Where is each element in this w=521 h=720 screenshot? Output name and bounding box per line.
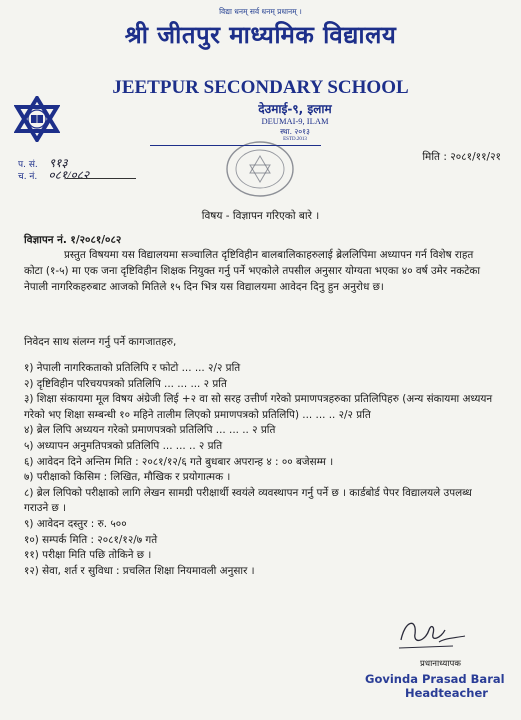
established-nepali: स्था. २०१३ (280, 127, 310, 136)
signatory-role: Headteacher (405, 686, 488, 700)
list-item: ५) अध्यापन अनुमतिपत्रको प्रतिलिपि ... ... .. २ प्रति (24, 439, 223, 452)
list-item: ४) ब्रेल लिपि अध्ययन गरेको प्रमाणपत्रको प्रतिलिपि ... ... .. २ प्रति (24, 424, 276, 437)
school-seal-icon (225, 140, 295, 202)
school-name-english: JEETPUR SECONDARY SCHOOL (112, 77, 409, 98)
list-item: ६) आवेदन दिने अन्तिम मिति : २०८१/१२/६ गते बुधबार अपरान्ह ४ : ०० बजेसम्म । (24, 455, 334, 468)
requirements-list (24, 361, 496, 579)
signatory-name: Govinda Prasad Baral (365, 672, 505, 686)
signatory-title: प्रधानाध्यापक (420, 659, 461, 669)
list-item: ११) परीक्षा मिति पछि तोकिने छ । (24, 549, 152, 562)
letterhead-divider (150, 145, 321, 146)
list-item: ९) आवेदन दस्तुर : रु. ५०० (24, 517, 127, 530)
school-emblem-icon (14, 96, 60, 146)
address-nepali: देउमाई-९, इलाम (258, 102, 332, 116)
list-item: ७) परीक्षाको किसिम : लिखित, मौखिक र प्रयोगात्मक । (24, 471, 231, 484)
documents-heading: निवेदन साथ संलग्न गर्नु पर्ने कागजातहरु, (24, 336, 177, 348)
school-motto: विद्या धनम् सर्व धनम् प्रधानम् । (219, 7, 302, 16)
list-item: ३) शिक्षा संकायमा मूल विषय अंग्रेजी लिई +२ वा सो सरह उत्तीर्ण गरेको प्रमाणपत्रहरुका प्रतिलिपिहरु (अन्य संकायमा अध्ययन गरेको भए शिक्षा सम्बन्धी १० महिने तालीम लिएको प्रमाणपत्रको प्रतिलिपि) ... ... .. २/२ प्रति (24, 393, 493, 421)
list-item: १२) सेवा, शर्त र सुविधा : प्रचलित शिक्षा नियमावली अनुसार । (24, 564, 255, 577)
reference-underline (66, 178, 136, 179)
cn-value: ०८१/०८२ (48, 168, 90, 182)
notice-number: विज्ञापन नं. १/२०८१/०८२ (24, 234, 122, 246)
school-name-nepali: श्री जीतपुर माध्यमिक विद्यालय (124, 21, 397, 49)
reference-cn (18, 164, 89, 183)
list-item: ८) ब्रेल लिपिको परीक्षाको लागि लेखन सामग्री परीक्षार्थी स्वयंले व्यवस्थापन गर्नु पर्ने छ । कार्डबोर्ड पेपर विद्यालयले उपलब्ध गराउने छ । (24, 486, 472, 515)
body-paragraph: प्रस्तुत विषयमा यस विद्यालयमा सञ्चालित दृष्टिविहीन बालबालिकाहरुलाई ब्रेललिपिमा अध्यापन गर्न विशेष राहत कोटा (१-५) मा एक जना दृष्टिविहीन शिक्षक नियुक्त गर्नु पर्ने भएकोले तपसील अनुसार योग्यता भएका ४० वर्ष उमेर नकटेका नेपाली नागरिकहरुबाट आजको मितिले १५ दिन भित्र यस विद्यालयमा आवेदन दिनु हुन अनुरोध छ। (24, 249, 481, 293)
ps-label: प. सं. (18, 160, 38, 170)
letter-date: मिति : २०८१/११/२१ (422, 151, 501, 163)
subject-line: विषय - विज्ञापन गरिएको बारे । (201, 210, 320, 222)
list-item: १०) सम्पर्क मिति : २०८१/१२/७ गते (24, 533, 158, 546)
address-english: DEUMAI-9, ILAM (261, 116, 329, 126)
list-item: १) नेपाली नागरिकताको प्रतिलिपि र फोटो ... ... २/२ प्रति (24, 362, 241, 374)
established-english: ESTD.2013 (283, 137, 307, 142)
ps-value: ९१३ (48, 156, 68, 170)
handwritten-signature-icon (395, 612, 475, 656)
list-item: २) दृष्टिविहीन परिचयपत्रको प्रतिलिपि ... ... ... २ प्रति (24, 377, 227, 390)
cn-label: च. नं. (18, 172, 38, 182)
